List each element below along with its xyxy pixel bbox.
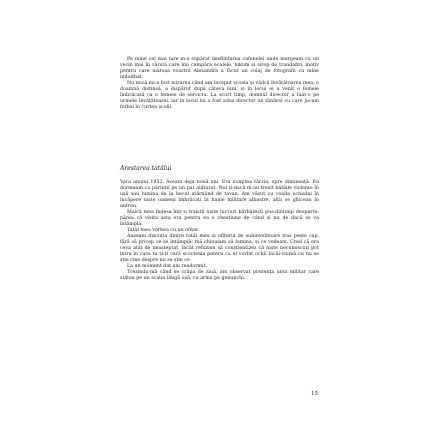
paragraph: Tatăl meu vorbea cu un ofițer.	[127, 228, 200, 233]
text-block-lower	[120, 180, 319, 282]
paragraph: Trezindu-mă când se crăpa de ziuă, am observat prezența unui militar care stătea pe un scaun lângă ușă, cu arma pe genunchi.	[120, 270, 319, 281]
paragraph: Maică mea îndesa într-o traistă niște lucruri bărbătești pus-dintimp deoparte; pârea că visita asta era pentru ea o chestiune de când și nu de dacă se va întâmpla.	[120, 210, 319, 227]
paragraph: La un moment dat am readormit.	[127, 264, 207, 269]
paragraph: Nu mică mi-a fost mirarea când am început școala și vădcă învățătoarea mea, o doamnă distinsă, a dispărut după câteva luni, și în locul ei a venit o femeie îmbrăcată ca o femeie de serviciu. La scurt timp, domnul director a luat-o pe urmele învățătoarei, iar în locul lui a fost adus director un tânărel cu care jucam fotbal în curtea școlii.	[120, 81, 319, 110]
text-block-upper	[120, 57, 319, 111]
section-heading: Arestarea tatălui	[120, 165, 172, 172]
paragraph: Auzeam discuția dintre tatăl meu și ofițerul de subinvelitoare tras peste cap, fără să pricep ce se întâmplă; mă chinuiam să lumina, și ce vedeam. Cred că era ceva atât de neașteptat, încât refuzam să conștientizez că niște necunoscuți pot intra în casa ta și-ți cară scocteala pentru ca el vorbit ochii lacâi-clumă cu nu se știe cine despre nu se știe ce.	[120, 234, 319, 263]
page-number: 15	[311, 391, 318, 397]
paragraph: Pe mine cel mai tare m-a supărat desființarea cafenelei unde mergeam cu un vecin mai în vârstă care îmi cumpăra ecalele, lukum și sirop de trandafiri, motiv pentru care mătușa voastră Alexandra a făcut un colaj de fotografii cu mine îmbufnat.	[120, 57, 319, 80]
paragraph: Vara anului 1952. Aveam deja nouă ani. Era noaptea târziu, spre dimineață. Eu dormeam cu părinții pe un pat alăturat. Noi ți-dacă m-au trezit bătăile violente în ușă sau lumina de la becul atârnând de tavan. Am văzut cu coada ochiului în încăpere niște oameni îmbrăcați în haine militare albastre, alții se ghiceau în antreu.	[120, 180, 319, 209]
